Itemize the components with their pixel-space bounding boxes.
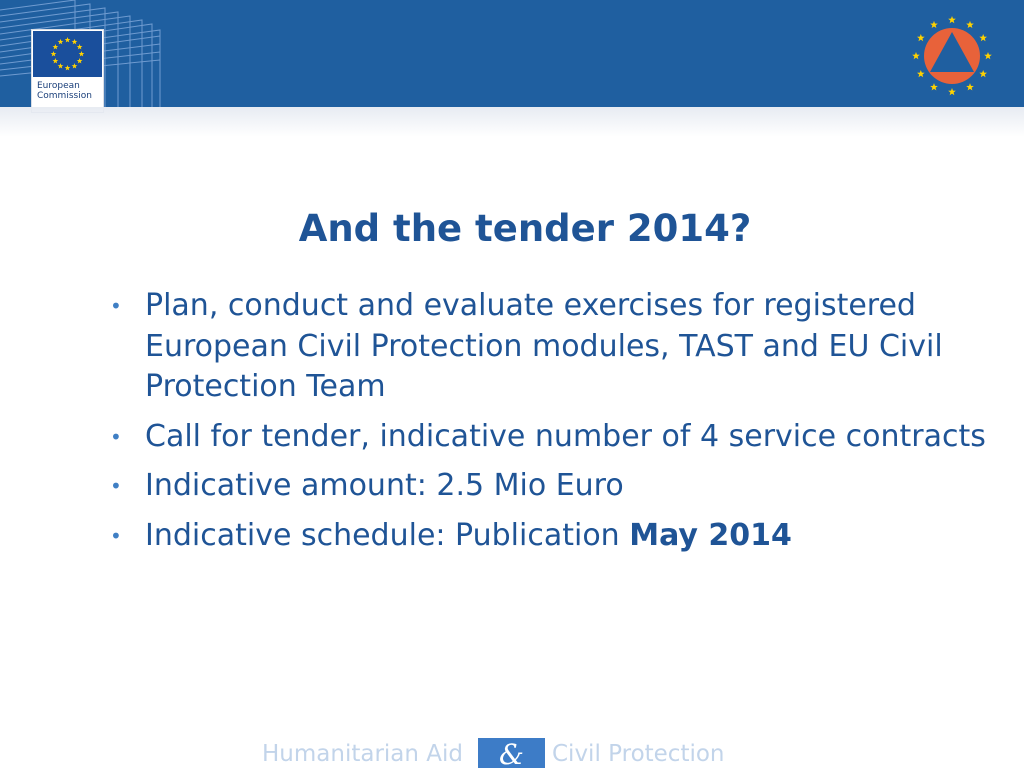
header-shadow — [0, 107, 1024, 137]
eu-star-icon — [72, 39, 78, 44]
european-commission-logo — [32, 30, 103, 112]
footer-banner — [0, 738, 1024, 771]
bullet-text: Plan, conduct and evaluate exercises for registered European Civil Protection modules, TAST and EU Civil Protection Team — [145, 288, 943, 404]
ec-logo-line1: European — [37, 81, 80, 91]
bullet-text: Indicative schedule: Publication — [145, 517, 630, 553]
slide-title: And the tender 2014? — [298, 206, 752, 250]
civil-protection-logo-icon — [910, 14, 994, 98]
bullet-item — [110, 516, 990, 557]
eu-star-icon — [65, 65, 71, 70]
eu-star-icon — [53, 44, 59, 49]
cp-star-icon — [984, 52, 992, 59]
cp-star-icon — [948, 88, 956, 95]
bullet-marker: • — [110, 523, 122, 548]
bullet-bold-date: May 2014 — [629, 517, 792, 553]
footer-civil-protection: Civil Protection — [552, 741, 725, 767]
eu-star-icon — [58, 63, 64, 68]
eu-star-icon — [58, 39, 64, 44]
eu-star-icon — [72, 63, 78, 68]
footer-humanitarian-aid: Humanitarian Aid — [262, 741, 464, 767]
bullet-list — [110, 286, 990, 565]
cp-star-icon — [930, 83, 938, 90]
bullet-marker: • — [110, 424, 122, 449]
cp-star-icon — [948, 16, 956, 23]
footer-ampersand: & — [478, 738, 545, 768]
cp-star-icon — [979, 70, 987, 77]
eu-star-icon — [77, 58, 83, 63]
cp-star-icon — [912, 52, 920, 59]
cp-star-icon — [917, 34, 925, 41]
eu-star-icon — [77, 44, 83, 49]
bullet-marker: • — [110, 294, 122, 318]
ec-logo-text — [37, 81, 92, 101]
bullet-marker: • — [110, 474, 122, 498]
cp-star-icon — [979, 34, 987, 41]
eu-star-icon — [51, 51, 57, 56]
bullet-text: Call for tender, indicative number of 4 service contracts — [145, 418, 986, 454]
bullet-text: Indicative amount: 2.5 Mio Euro — [145, 468, 624, 503]
eu-star-icon — [79, 51, 85, 56]
cp-star-icon — [966, 83, 974, 90]
header-banner — [0, 0, 1024, 107]
eu-star-icon — [53, 58, 59, 63]
cp-star-icon — [930, 21, 938, 28]
bullet-item — [110, 466, 990, 507]
cp-star-icon — [917, 70, 925, 77]
eu-star-icon — [65, 37, 71, 42]
eu-flag-icon — [33, 31, 102, 77]
cp-star-icon — [966, 21, 974, 28]
ec-logo-line2: Commission — [37, 91, 92, 101]
bullet-item — [110, 417, 990, 458]
bullet-item — [110, 286, 990, 408]
